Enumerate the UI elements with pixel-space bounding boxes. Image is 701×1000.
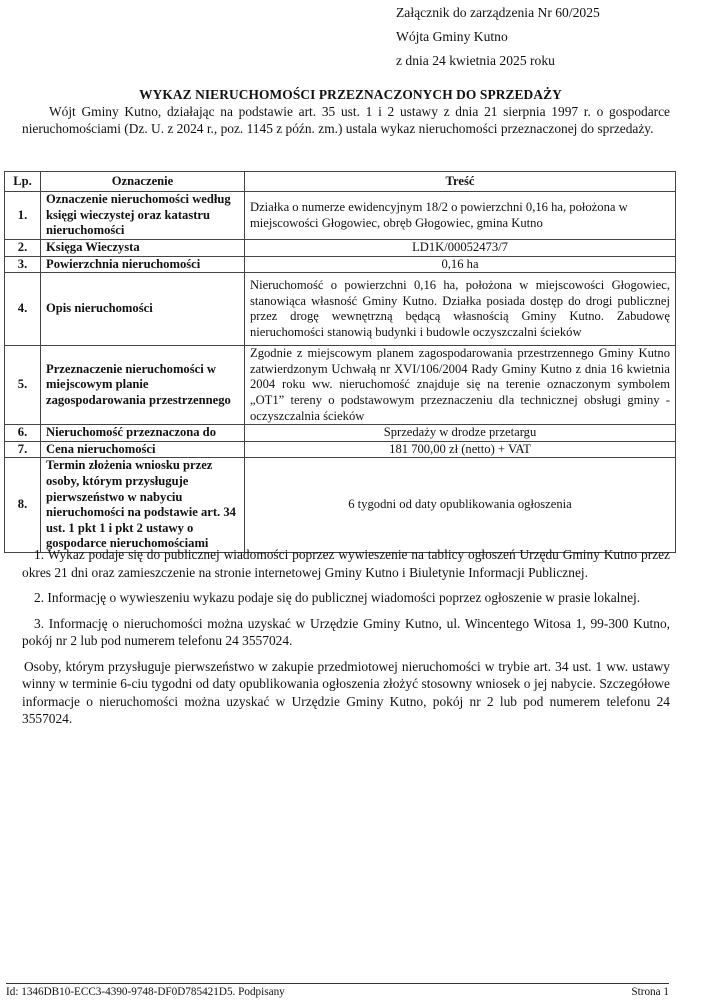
row-label: Opis nieruchomości: [41, 273, 245, 346]
row-label: Księga Wieczysta: [41, 240, 245, 257]
document-id: Id: 1346DB10-ECC3-4390-9748-DF0D785421D5. Podpisany: [6, 986, 285, 998]
table-row: [5, 192, 676, 240]
attachment-line-order: Załącznik do zarządzenia Nr 60/2025: [396, 5, 600, 20]
attachment-line-date: z dnia 24 kwietnia 2025 roku: [396, 53, 555, 68]
table-row: [5, 346, 676, 425]
row-content: 6 tygodni od daty opublikowania ogłoszenia: [245, 458, 676, 553]
row-number: 8.: [5, 458, 41, 553]
table-header-row: [5, 172, 676, 192]
note-item: 1. Wykaz podaje się do publicznej wiadomości poprzez wywieszenie na tablicy ogłoszeń Urzędu Gminy Kutno przez okres 21 dni oraz zamieszczenie na stronie internetowej Gminy Kutno i Biuletynie Informacji Publicznej.: [22, 547, 670, 580]
row-content: Zgodnie z miejscowym planem zagospodarowania przestrzennego Gminy Kutno zatwierdzonym Uchwałą nr XVI/106/2004 Rady Gminy Kutno z dnia 16 kwietnia 2004 roku ww. nieruchomość znajduje się na terenie oznaczonym symbolem „OT1” tereny o podstawowym przeznaczeniu dla technicznej obsługi gminy - oczyszczalnia ścieków: [245, 346, 676, 425]
table-row: [5, 256, 676, 273]
header-lp: Lp.: [5, 172, 41, 192]
row-label: Termin złożenia wniosku przez osoby, którym przysługuje pierwszeństwo w nabyciu nieruchomości na podstawie art. 34 ust. 1 pkt 1 i pkt 2 ustawy o gospodarce nieruchomościami: [41, 458, 245, 553]
property-table: [4, 171, 676, 553]
row-content: LD1K/00052473/7: [245, 240, 676, 257]
header-content: Treść: [245, 172, 676, 192]
row-number: 7.: [5, 441, 41, 458]
row-content: 181 700,00 zł (netto) + VAT: [245, 441, 676, 458]
table-row: [5, 273, 676, 346]
table-row: [5, 425, 676, 442]
intro-paragraph: Wójt Gminy Kutno, działając na podstawie art. 35 ust. 1 i 2 ustawy z dnia 21 sierpnia 1997 r. o gospodarce nieruchomościami (Dz. U. z 2024 r., poz. 1145 z późn. zm.) ustala wykaz nieruchomości przeznaczonej do sprzedaży.: [22, 104, 670, 136]
row-number: 6.: [5, 425, 41, 442]
row-label: Przeznaczenie nieruchomości w miejscowym planie zagospodarowania przestrzennego: [41, 346, 245, 425]
footer-divider: [6, 983, 669, 984]
row-label: Oznaczenie nieruchomości według księgi wieczystej oraz katastru nieruchomości: [41, 192, 245, 240]
page-number: Strona 1: [631, 986, 669, 998]
table-row: [5, 458, 676, 553]
table-row: [5, 441, 676, 458]
table-row: [5, 240, 676, 257]
row-content: Nieruchomość o powierzchni 0,16 ha, położona w miejscowości Głogowiec, stanowiąca własność Gminy Kutno. Działka posiada dostęp do drogi publicznej przez drogę wewnętrzną będącą własnością Gminy Kutno. Zabudowę nieruchomości stanowią budynki i budowle oczyszczalni ścieków: [245, 273, 676, 346]
row-label: Nieruchomość przeznaczona do: [41, 425, 245, 442]
row-number: 2.: [5, 240, 41, 257]
note-item: 2. Informację o wywieszeniu wykazu podaje się do publicznej wiadomości poprzez ogłoszenie w prasie lokalnej.: [34, 590, 641, 605]
row-number: 1.: [5, 192, 41, 240]
row-content: 0,16 ha: [245, 256, 676, 273]
header-label: Oznaczenie: [41, 172, 245, 192]
attachment-line-authority: Wójta Gminy Kutno: [396, 29, 508, 44]
attachment-header: [396, 4, 696, 76]
note-item: 3. Informację o nieruchomości można uzyskać w Urzędzie Gminy Kutno, ul. Wincentego Witosa 1, 99-300 Kutno, pokój nr 2 lub pod numerem telefonu 24 3557024.: [22, 615, 670, 648]
page-footer: [6, 985, 669, 999]
row-number: 5.: [5, 346, 41, 425]
row-label: Powierzchnia nieruchomości: [41, 256, 245, 273]
row-content: Działka o numerze ewidencyjnym 18/2 o powierzchni 0,16 ha, położona w miejscowości Głogowiec, obręb Głogowiec, gmina Kutno: [245, 192, 676, 240]
row-number: 3.: [5, 256, 41, 273]
row-number: 4.: [5, 273, 41, 346]
row-content: Sprzedaży w drodze przetargu: [245, 425, 676, 442]
priority-paragraph: Osoby, którym przysługuje pierwszeństwo w zakupie przedmiotowej nieruchomości w trybie art. 34 ust. 1 ww. ustawy winny w terminie 6-ciu tygodni od daty opublikowania ogłoszenia złożyć stosowny wniosek o jej nabycie. Szczegółowe informacje o nieruchomości można uzyskać w Urzędzie Gminy Kutno, pokój nr 2 lub pod numerem telefonu 24 3557024.: [22, 658, 670, 726]
document-title: WYKAZ NIERUCHOMOŚCI PRZEZNACZONYCH DO SPRZEDAŻY: [139, 87, 562, 102]
row-label: Cena nieruchomości: [41, 441, 245, 458]
notes-section: [22, 546, 670, 736]
